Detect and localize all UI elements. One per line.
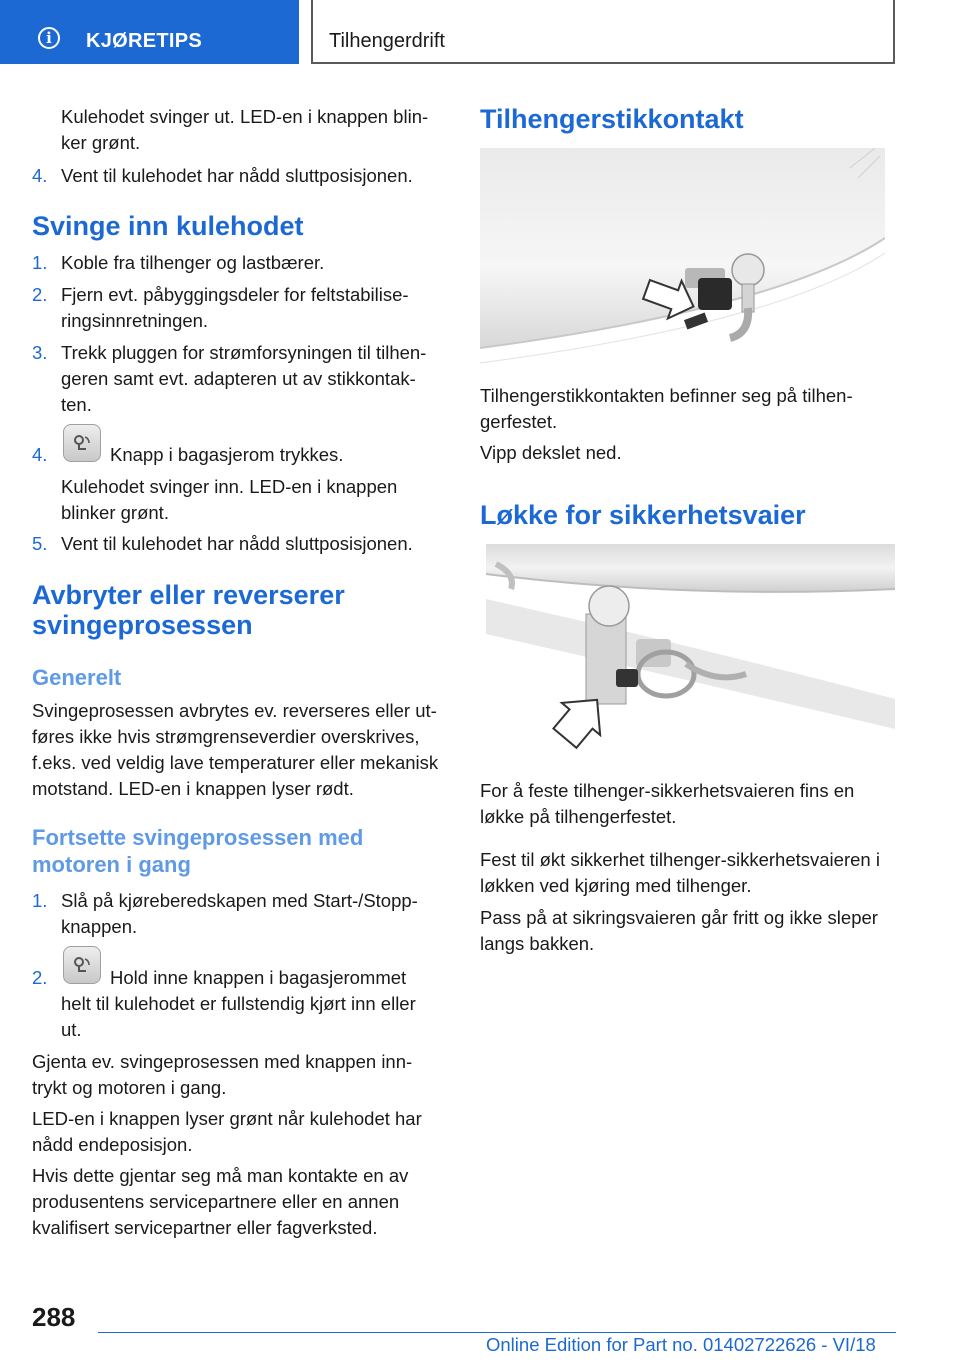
step-number: 2. — [32, 284, 48, 305]
section-title: Tilhengerdrift — [329, 30, 445, 52]
trailer-hitch-button-icon — [63, 946, 101, 984]
paragraph-line: langs bakken. — [480, 933, 595, 954]
paragraph-line: Vipp dekslet ned. — [480, 442, 622, 463]
section-heading: Avbryter eller reverserer — [32, 580, 345, 610]
step-text: ut. — [61, 1019, 82, 1040]
paragraph-line: trykt og motoren i gang. — [32, 1077, 227, 1098]
paragraph-line: Fest til økt sikkerhet tilhenger-sikkerhetsvaieren i — [480, 849, 880, 870]
trailer-hitch-button-icon — [63, 424, 101, 462]
paragraph-line: motstand. LED-en i knappen lyser rødt. — [32, 778, 354, 799]
edition-info: Online Edition for Part no. 01402722626 - VI/18 — [486, 1334, 876, 1355]
paragraph-line: Pass på at sikringsvaieren går fritt og ikke sleper — [480, 907, 878, 928]
paragraph-line: Hvis dette gjentar seg må man kontakte en av — [32, 1165, 409, 1186]
section-header — [311, 0, 895, 64]
paragraph-line: LED-en i knappen lyser grønt når kulehodet har — [32, 1108, 422, 1129]
page-number: 288 — [32, 1302, 76, 1332]
step-text: ten. — [61, 394, 92, 415]
step-text: geren samt evt. adapteren ut av stikkontak- — [61, 368, 416, 389]
step-text: Vent til kulehodet har nådd sluttposisjonen. — [61, 165, 413, 186]
step-number: 2. — [32, 967, 48, 988]
step-text: blinker grønt. — [61, 502, 169, 523]
step-text: Koble fra tilhenger og lastbærer. — [61, 252, 325, 273]
paragraph-line: løkken ved kjøring med tilhenger. — [480, 875, 752, 896]
subsection-heading: Fortsette svingeprosessen med — [32, 825, 364, 850]
paragraph-line: løkke på tilhengerfestet. — [480, 806, 677, 827]
paragraph-line: Kulehodet svinger ut. LED-en i knappen blin- — [61, 106, 429, 127]
section-heading: Svinge inn kulehodet — [32, 211, 304, 241]
trailer-socket-illustration — [480, 148, 885, 370]
step-text: Vent til kulehodet har nådd sluttposisjonen. — [61, 533, 413, 554]
step-number: 4. — [32, 165, 48, 186]
chapter-tab — [0, 0, 299, 64]
footer-divider — [98, 1332, 896, 1333]
step-number: 1. — [32, 252, 48, 273]
paragraph-line: kvalifisert servicepartner eller fagverksted. — [32, 1217, 378, 1238]
safety-cable-loop-illustration — [486, 544, 895, 764]
step-text: Slå på kjøreberedskapen med Start-/Stopp- — [61, 890, 418, 911]
step-text: helt til kulehodet er fullstendig kjørt inn eller — [61, 993, 416, 1014]
step-number: 5. — [32, 533, 48, 554]
paragraph-line: f.eks. ved veldig lave temperaturer eller mekanisk — [32, 752, 439, 773]
section-heading: svingeprosessen — [32, 610, 253, 640]
step-number: 3. — [32, 342, 48, 363]
section-heading: Løkke for sikkerhetsvaier — [480, 500, 806, 530]
section-heading: Tilhengerstikkontakt — [480, 104, 744, 134]
step-text: Kulehodet svinger inn. LED-en i knappen — [61, 476, 398, 497]
step-text: ringsinnretningen. — [61, 310, 209, 331]
paragraph-line: produsentens servicepartnere eller en annen — [32, 1191, 400, 1212]
paragraph-line: nådd endeposisjon. — [32, 1134, 193, 1155]
paragraph-line: Gjenta ev. svingeprosessen med knappen inn- — [32, 1051, 413, 1072]
paragraph-line: Tilhengerstikkontakten befinner seg på tilhen- — [480, 385, 853, 406]
subsection-heading: motoren i gang — [32, 852, 191, 877]
paragraph-line: gerfestet. — [480, 411, 558, 432]
step-text: Hold inne knappen i bagasjerommet — [110, 967, 407, 988]
step-text: Knapp i bagasjerom trykkes. — [110, 444, 344, 465]
subsection-heading: Generelt — [32, 665, 122, 690]
chapter-tab-label: KJØRETIPS — [86, 30, 203, 52]
paragraph-line: Svingeprosessen avbrytes ev. reverseres eller ut- — [32, 700, 437, 721]
step-text: Fjern evt. påbyggingsdeler for feltstabilise- — [61, 284, 409, 305]
paragraph-line: føres ikke hvis strømgrenseverdier overskrives, — [32, 726, 420, 747]
paragraph-line: For å feste tilhenger-sikkerhetsvaieren fins en — [480, 780, 855, 801]
step-text: Trekk pluggen for strømforsyningen til tilhen- — [61, 342, 427, 363]
paragraph-line: ker grønt. — [61, 132, 141, 153]
step-number: 4. — [32, 444, 48, 465]
info-icon: i — [38, 27, 60, 49]
step-text: knappen. — [61, 916, 138, 937]
step-number: 1. — [32, 890, 48, 911]
